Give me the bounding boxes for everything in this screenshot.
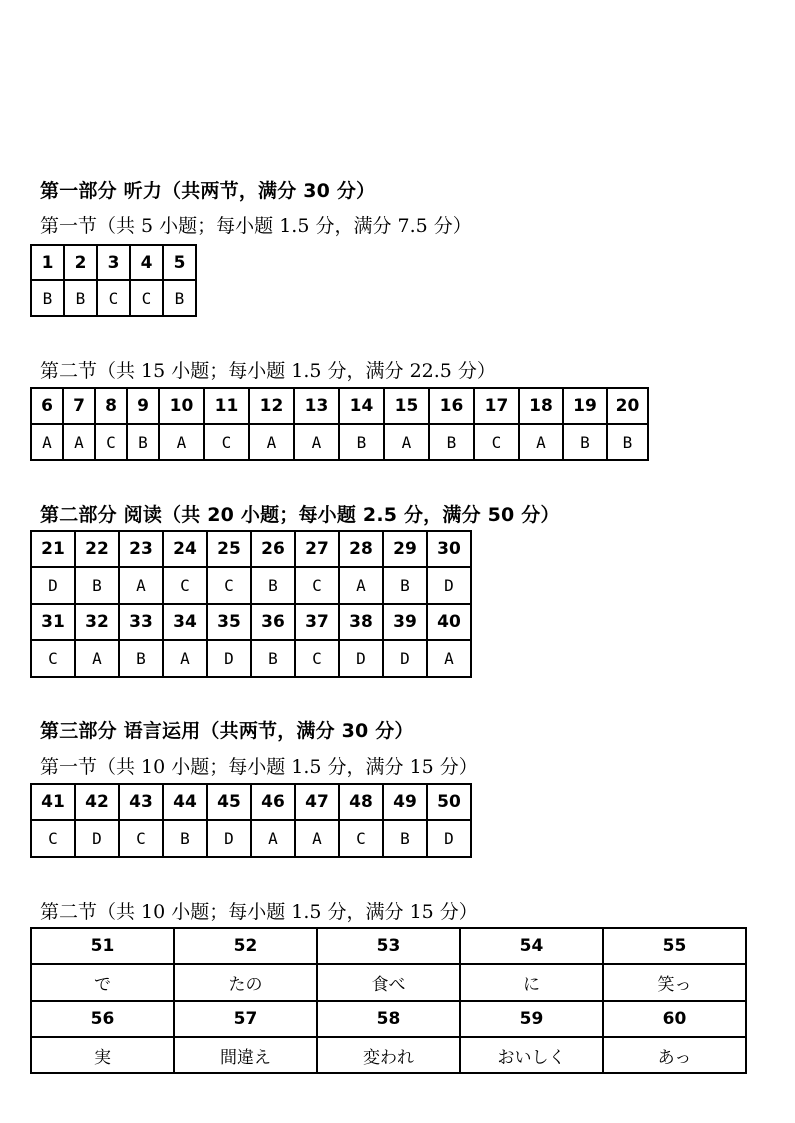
question-number: 8 bbox=[95, 388, 127, 424]
part2-title: 第二部分 阅读（共 20 小题；每小题 2.5 分，满分 50 分） bbox=[40, 504, 560, 526]
answer-row bbox=[31, 424, 648, 460]
answer-cell: B bbox=[251, 640, 295, 677]
part1-section2-title: 第二节（共 15 小题；每小题 1.5 分，满分 22.5 分） bbox=[40, 360, 496, 382]
answer-cell: A bbox=[339, 567, 383, 604]
answer-cell: D bbox=[75, 820, 119, 857]
question-number: 48 bbox=[339, 784, 383, 820]
answer-cell: D bbox=[31, 567, 75, 604]
question-number: 16 bbox=[429, 388, 474, 424]
answer-cell: C bbox=[97, 280, 130, 316]
answer-cell: C bbox=[204, 424, 249, 460]
question-number: 26 bbox=[251, 531, 295, 567]
question-number: 60 bbox=[603, 1001, 746, 1037]
question-number: 52 bbox=[174, 928, 317, 964]
answer-cell: A bbox=[295, 820, 339, 857]
question-number: 15 bbox=[384, 388, 429, 424]
question-number: 34 bbox=[163, 604, 207, 640]
question-number: 24 bbox=[163, 531, 207, 567]
answer-table-q41-50 bbox=[30, 783, 472, 858]
question-number: 59 bbox=[460, 1001, 603, 1037]
answer-cell: C bbox=[163, 567, 207, 604]
question-number: 14 bbox=[339, 388, 384, 424]
answer-table-q6-20 bbox=[30, 387, 649, 461]
question-number: 44 bbox=[163, 784, 207, 820]
question-number: 25 bbox=[207, 531, 251, 567]
answer-row bbox=[31, 567, 471, 604]
question-number: 57 bbox=[174, 1001, 317, 1037]
answer-cell: B bbox=[119, 640, 163, 677]
answer-cell: B bbox=[607, 424, 648, 460]
question-number: 22 bbox=[75, 531, 119, 567]
answer-row bbox=[31, 640, 471, 677]
question-number: 10 bbox=[159, 388, 204, 424]
answer-row bbox=[31, 280, 196, 316]
answer-cell: C bbox=[207, 567, 251, 604]
question-number: 41 bbox=[31, 784, 75, 820]
question-number: 27 bbox=[295, 531, 339, 567]
question-number: 36 bbox=[251, 604, 295, 640]
question-number-row bbox=[31, 388, 648, 424]
answer-cell: C bbox=[31, 640, 75, 677]
answer-cell: C bbox=[474, 424, 519, 460]
question-number: 51 bbox=[31, 928, 174, 964]
question-number: 12 bbox=[249, 388, 294, 424]
answer-cell: C bbox=[95, 424, 127, 460]
answer-cell: A bbox=[427, 640, 471, 677]
question-number: 46 bbox=[251, 784, 295, 820]
question-number: 7 bbox=[63, 388, 95, 424]
question-number: 11 bbox=[204, 388, 249, 424]
question-number-row bbox=[31, 928, 746, 964]
question-number: 18 bbox=[519, 388, 563, 424]
answer-row bbox=[31, 964, 746, 1001]
answer-row bbox=[31, 820, 471, 857]
question-number-row bbox=[31, 784, 471, 820]
question-number: 29 bbox=[383, 531, 427, 567]
answer-cell: おいしく bbox=[460, 1037, 603, 1073]
question-number: 5 bbox=[163, 245, 196, 280]
answer-cell: 間違え bbox=[174, 1037, 317, 1073]
answer-cell: 変われ bbox=[317, 1037, 460, 1073]
answer-cell: B bbox=[163, 280, 196, 316]
question-number: 43 bbox=[119, 784, 163, 820]
answer-cell: D bbox=[207, 640, 251, 677]
answer-cell: B bbox=[163, 820, 207, 857]
question-number-row bbox=[31, 1001, 746, 1037]
part1-title: 第一部分 听力（共两节，满分 30 分） bbox=[40, 180, 376, 202]
answer-cell: で bbox=[31, 964, 174, 1001]
answer-cell: A bbox=[384, 424, 429, 460]
question-number: 6 bbox=[31, 388, 63, 424]
answer-cell: A bbox=[159, 424, 204, 460]
question-number: 37 bbox=[295, 604, 339, 640]
answer-cell: A bbox=[251, 820, 295, 857]
answer-cell: A bbox=[75, 640, 119, 677]
answer-cell: B bbox=[251, 567, 295, 604]
question-number: 23 bbox=[119, 531, 163, 567]
answer-cell: C bbox=[339, 820, 383, 857]
answer-cell: A bbox=[63, 424, 95, 460]
answer-cell: D bbox=[427, 820, 471, 857]
answer-cell: B bbox=[31, 280, 64, 316]
answer-cell: に bbox=[460, 964, 603, 1001]
question-number: 20 bbox=[607, 388, 648, 424]
question-number: 58 bbox=[317, 1001, 460, 1037]
answer-cell: C bbox=[295, 567, 339, 604]
answer-cell: たの bbox=[174, 964, 317, 1001]
answer-cell: B bbox=[383, 567, 427, 604]
answer-cell: A bbox=[249, 424, 294, 460]
answer-table-q1-5 bbox=[30, 244, 197, 317]
answer-table-q21-40 bbox=[30, 530, 472, 678]
answer-cell: A bbox=[119, 567, 163, 604]
question-number: 32 bbox=[75, 604, 119, 640]
answer-cell: B bbox=[75, 567, 119, 604]
answer-cell: B bbox=[383, 820, 427, 857]
answer-cell: A bbox=[163, 640, 207, 677]
question-number: 55 bbox=[603, 928, 746, 964]
question-number: 30 bbox=[427, 531, 471, 567]
question-number: 50 bbox=[427, 784, 471, 820]
part3-section1-title: 第一节（共 10 小题；每小题 1.5 分，满分 15 分） bbox=[40, 756, 478, 778]
answer-cell: B bbox=[64, 280, 97, 316]
answer-cell: B bbox=[339, 424, 384, 460]
answer-cell: C bbox=[295, 640, 339, 677]
question-number: 33 bbox=[119, 604, 163, 640]
question-number: 19 bbox=[563, 388, 607, 424]
question-number: 1 bbox=[31, 245, 64, 280]
question-number: 21 bbox=[31, 531, 75, 567]
answer-cell: B bbox=[563, 424, 607, 460]
question-number: 54 bbox=[460, 928, 603, 964]
question-number: 9 bbox=[127, 388, 159, 424]
answer-cell: 食べ bbox=[317, 964, 460, 1001]
question-number-row bbox=[31, 604, 471, 640]
question-number: 47 bbox=[295, 784, 339, 820]
question-number: 2 bbox=[64, 245, 97, 280]
question-number: 13 bbox=[294, 388, 339, 424]
question-number: 38 bbox=[339, 604, 383, 640]
question-number: 56 bbox=[31, 1001, 174, 1037]
part3-section2-title: 第二节（共 10 小题；每小题 1.5 分，满分 15 分） bbox=[40, 901, 478, 923]
question-number: 53 bbox=[317, 928, 460, 964]
answer-cell: A bbox=[31, 424, 63, 460]
part1-section1-title: 第一节（共 5 小题；每小题 1.5 分，满分 7.5 分） bbox=[40, 215, 472, 237]
question-number: 28 bbox=[339, 531, 383, 567]
question-number: 40 bbox=[427, 604, 471, 640]
question-number: 31 bbox=[31, 604, 75, 640]
answer-cell: D bbox=[427, 567, 471, 604]
answer-cell: D bbox=[383, 640, 427, 677]
question-number-row bbox=[31, 245, 196, 280]
question-number: 35 bbox=[207, 604, 251, 640]
answer-cell: C bbox=[31, 820, 75, 857]
answer-cell: A bbox=[519, 424, 563, 460]
answer-cell: D bbox=[339, 640, 383, 677]
answer-cell: A bbox=[294, 424, 339, 460]
answer-cell: D bbox=[207, 820, 251, 857]
question-number-row bbox=[31, 531, 471, 567]
answer-cell: C bbox=[119, 820, 163, 857]
answer-cell: B bbox=[127, 424, 159, 460]
answer-cell: B bbox=[429, 424, 474, 460]
answer-row bbox=[31, 1037, 746, 1073]
question-number: 17 bbox=[474, 388, 519, 424]
answer-cell: 実 bbox=[31, 1037, 174, 1073]
question-number: 4 bbox=[130, 245, 163, 280]
answer-cell: 笑っ bbox=[603, 964, 746, 1001]
part3-title: 第三部分 语言运用（共两节，满分 30 分） bbox=[40, 720, 414, 742]
question-number: 3 bbox=[97, 245, 130, 280]
question-number: 49 bbox=[383, 784, 427, 820]
question-number: 45 bbox=[207, 784, 251, 820]
question-number: 39 bbox=[383, 604, 427, 640]
answer-cell: あっ bbox=[603, 1037, 746, 1073]
answer-table-q51-60 bbox=[30, 927, 747, 1074]
answer-cell: C bbox=[130, 280, 163, 316]
question-number: 42 bbox=[75, 784, 119, 820]
